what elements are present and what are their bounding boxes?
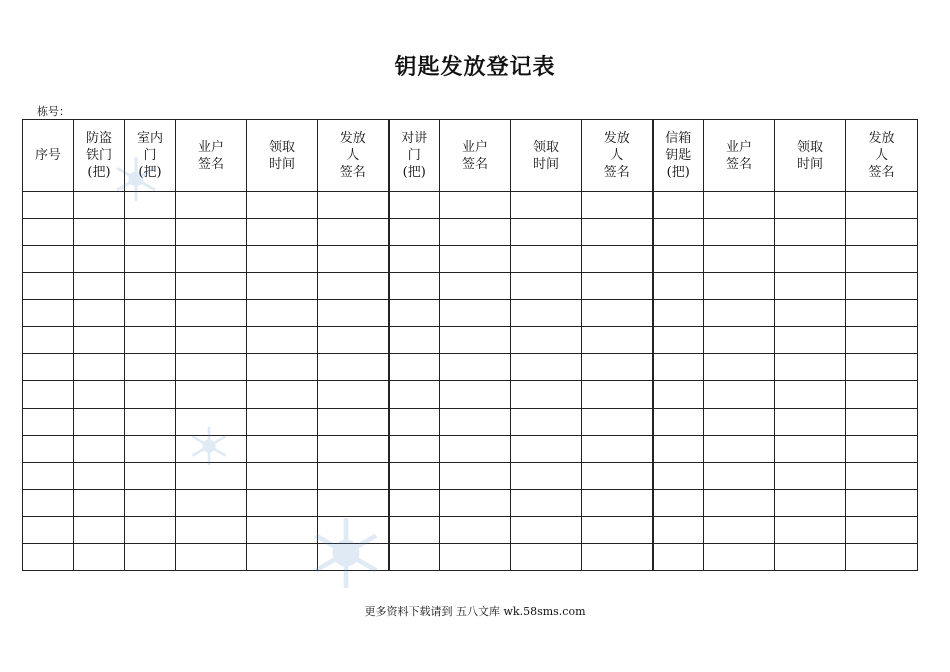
entry-cell[interactable] (846, 516, 918, 543)
column-header-line: 签名 (868, 165, 895, 180)
entry-cell[interactable] (582, 246, 653, 273)
entry-cell[interactable] (440, 327, 511, 354)
entry-cell[interactable] (582, 462, 653, 489)
entry-cell[interactable] (775, 219, 846, 246)
entry-cell[interactable] (318, 543, 389, 570)
entry-cell[interactable] (775, 192, 846, 219)
entry-cell[interactable] (440, 273, 511, 300)
entry-cell[interactable] (511, 381, 582, 408)
entry-cell[interactable] (247, 435, 318, 462)
entry-cell[interactable] (389, 354, 440, 381)
entry-cell[interactable] (511, 435, 582, 462)
column-header-line: 签名 (197, 156, 224, 172)
entry-cell[interactable] (846, 381, 918, 408)
entry-cell[interactable] (511, 543, 582, 570)
entry-cell[interactable] (653, 516, 704, 543)
entry-cell[interactable] (125, 300, 176, 327)
entry-cell[interactable] (389, 543, 440, 570)
entry-cell[interactable] (176, 354, 247, 381)
table-row (23, 327, 918, 354)
entry-cell[interactable] (23, 408, 74, 435)
column-header-line: 发放 (339, 131, 366, 146)
entry-cell[interactable] (389, 489, 440, 516)
entry-cell[interactable] (775, 408, 846, 435)
entry-cell[interactable] (440, 543, 511, 570)
entry-cell[interactable] (23, 192, 74, 219)
table-row (23, 408, 918, 435)
column-header-line: 签名 (725, 156, 752, 172)
column-header-line: 铁门 (85, 148, 112, 163)
entry-cell[interactable] (511, 273, 582, 300)
entry-cell[interactable] (653, 489, 704, 516)
entry-cell[interactable] (704, 381, 775, 408)
entry-cell[interactable] (846, 246, 918, 273)
entry-cell[interactable] (582, 327, 653, 354)
entry-cell[interactable] (247, 246, 318, 273)
entry-cell[interactable] (440, 192, 511, 219)
column-header-line: (把) (138, 165, 162, 180)
entry-cell[interactable] (440, 489, 511, 516)
entry-cell[interactable] (653, 192, 704, 219)
column-header-line: 序号 (34, 148, 61, 163)
entry-cell[interactable] (176, 489, 247, 516)
entry-cell[interactable] (653, 273, 704, 300)
entry-cell[interactable] (389, 300, 440, 327)
entry-cell[interactable] (846, 192, 918, 219)
column-header (440, 120, 511, 192)
column-header (704, 120, 775, 192)
entry-cell[interactable] (653, 327, 704, 354)
column-header-line: 人 (346, 148, 360, 163)
entry-cell[interactable] (440, 408, 511, 435)
entry-cell[interactable] (653, 246, 704, 273)
entry-cell[interactable] (389, 273, 440, 300)
entry-cell[interactable] (176, 219, 247, 246)
column-header (775, 120, 846, 192)
entry-cell[interactable] (653, 219, 704, 246)
entry-cell[interactable] (704, 462, 775, 489)
column-header-line: 业户 (461, 139, 488, 155)
entry-cell[interactable] (74, 327, 125, 354)
entry-cell[interactable] (440, 516, 511, 543)
column-header-line: 领取 (532, 139, 559, 155)
entry-cell[interactable] (775, 354, 846, 381)
entry-cell[interactable] (74, 462, 125, 489)
column-header-line: 签名 (461, 156, 488, 172)
entry-cell[interactable] (704, 489, 775, 516)
column-header-line: 信箱 (665, 131, 692, 146)
entry-cell[interactable] (247, 516, 318, 543)
entry-cell[interactable] (125, 435, 176, 462)
building-number-label: 栋号： (37, 105, 70, 118)
entry-cell[interactable] (23, 219, 74, 246)
entry-cell[interactable] (846, 543, 918, 570)
entry-cell[interactable] (74, 435, 125, 462)
entry-cell[interactable] (176, 273, 247, 300)
entry-cell[interactable] (775, 327, 846, 354)
entry-cell[interactable] (775, 381, 846, 408)
entry-cell[interactable] (440, 246, 511, 273)
table-row (23, 354, 918, 381)
entry-cell[interactable] (23, 381, 74, 408)
table-row (23, 543, 918, 570)
entry-cell[interactable] (176, 327, 247, 354)
entry-cell[interactable] (846, 300, 918, 327)
entry-cell[interactable] (775, 273, 846, 300)
entry-cell[interactable] (125, 408, 176, 435)
entry-cell[interactable] (23, 516, 74, 543)
entry-cell[interactable] (389, 462, 440, 489)
entry-cell[interactable] (176, 381, 247, 408)
entry-cell[interactable] (704, 246, 775, 273)
entry-cell[interactable] (318, 246, 389, 273)
table-row (23, 300, 918, 327)
column-header (582, 120, 653, 192)
entry-cell[interactable] (318, 192, 389, 219)
entry-cell[interactable] (74, 300, 125, 327)
entry-cell[interactable] (125, 354, 176, 381)
entry-cell[interactable] (389, 516, 440, 543)
entry-cell[interactable] (704, 300, 775, 327)
entry-cell[interactable] (176, 462, 247, 489)
entry-cell[interactable] (23, 489, 74, 516)
entry-cell[interactable] (653, 408, 704, 435)
entry-cell[interactable] (74, 543, 125, 570)
entry-cell[interactable] (125, 273, 176, 300)
entry-cell[interactable] (318, 381, 389, 408)
entry-cell[interactable] (74, 408, 125, 435)
entry-cell[interactable] (704, 435, 775, 462)
entry-cell[interactable] (318, 354, 389, 381)
column-header (389, 120, 440, 192)
entry-cell[interactable] (582, 273, 653, 300)
entry-cell[interactable] (74, 273, 125, 300)
entry-cell[interactable] (704, 543, 775, 570)
entry-cell[interactable] (775, 462, 846, 489)
entry-cell[interactable] (23, 273, 74, 300)
table-row (23, 462, 918, 489)
column-header-line: 签名 (339, 165, 366, 180)
entry-cell[interactable] (247, 381, 318, 408)
table-row (23, 489, 918, 516)
column-header-line: 签名 (603, 165, 630, 180)
table-row (23, 246, 918, 273)
entry-cell[interactable] (846, 354, 918, 381)
entry-cell[interactable] (74, 246, 125, 273)
entry-cell[interactable] (247, 273, 318, 300)
column-header-line: 时间 (532, 156, 559, 172)
entry-cell[interactable] (511, 462, 582, 489)
entry-cell[interactable] (125, 381, 176, 408)
entry-cell[interactable] (125, 219, 176, 246)
entry-cell[interactable] (440, 435, 511, 462)
entry-cell[interactable] (704, 327, 775, 354)
entry-cell[interactable] (318, 408, 389, 435)
entry-cell[interactable] (125, 462, 176, 489)
column-header-line: 领取 (268, 139, 295, 155)
entry-cell[interactable] (318, 462, 389, 489)
entry-cell[interactable] (389, 192, 440, 219)
entry-cell[interactable] (23, 300, 74, 327)
column-header (846, 120, 918, 192)
column-header-line: 对讲 (401, 131, 428, 146)
column-header-line: (把) (666, 165, 690, 180)
entry-cell[interactable] (125, 246, 176, 273)
column-header-line: 业户 (197, 139, 224, 155)
column-header-line: (把) (87, 165, 111, 180)
entry-cell[interactable] (23, 327, 74, 354)
entry-cell[interactable] (775, 543, 846, 570)
entry-cell[interactable] (582, 192, 653, 219)
column-header-line: 人 (610, 148, 624, 163)
column-header-line: 人 (874, 148, 888, 163)
entry-cell[interactable] (653, 543, 704, 570)
entry-cell[interactable] (704, 273, 775, 300)
entry-cell[interactable] (653, 381, 704, 408)
entry-cell[interactable] (511, 300, 582, 327)
column-header (318, 120, 389, 192)
entry-cell[interactable] (582, 516, 653, 543)
column-header-line: 发放 (868, 131, 895, 146)
entry-cell[interactable] (74, 219, 125, 246)
table-row (23, 273, 918, 300)
entry-cell[interactable] (23, 462, 74, 489)
entry-cell[interactable] (846, 489, 918, 516)
entry-cell[interactable] (389, 408, 440, 435)
entry-cell[interactable] (511, 408, 582, 435)
entry-cell[interactable] (74, 489, 125, 516)
entry-cell[interactable] (247, 462, 318, 489)
entry-cell[interactable] (125, 192, 176, 219)
entry-cell[interactable] (582, 435, 653, 462)
entry-cell[interactable] (23, 435, 74, 462)
entry-cell[interactable] (775, 246, 846, 273)
entry-cell[interactable] (704, 408, 775, 435)
column-header-line: 业户 (725, 139, 752, 155)
table-row (23, 435, 918, 462)
column-header-line: 门 (143, 148, 157, 163)
entry-cell[interactable] (511, 327, 582, 354)
entry-cell[interactable] (653, 354, 704, 381)
header-row (23, 120, 918, 192)
entry-cell[interactable] (389, 246, 440, 273)
entry-cell[interactable] (582, 408, 653, 435)
entry-cell[interactable] (511, 246, 582, 273)
entry-cell[interactable] (846, 435, 918, 462)
entry-cell[interactable] (176, 408, 247, 435)
column-header-line: 室内 (136, 131, 163, 146)
entry-cell[interactable] (247, 354, 318, 381)
entry-cell[interactable] (125, 543, 176, 570)
entry-cell[interactable] (176, 435, 247, 462)
entry-cell[interactable] (511, 489, 582, 516)
table-body (23, 192, 918, 571)
entry-cell[interactable] (775, 489, 846, 516)
entry-cell[interactable] (846, 273, 918, 300)
entry-cell[interactable] (247, 327, 318, 354)
entry-cell[interactable] (318, 300, 389, 327)
column-header (125, 120, 176, 192)
entry-cell[interactable] (653, 300, 704, 327)
column-header (247, 120, 318, 192)
entry-cell[interactable] (247, 489, 318, 516)
column-header-line: 时间 (268, 156, 295, 172)
entry-cell[interactable] (511, 354, 582, 381)
entry-cell[interactable] (389, 381, 440, 408)
entry-cell[interactable] (389, 219, 440, 246)
table-row (23, 381, 918, 408)
entry-cell[interactable] (176, 246, 247, 273)
entry-cell[interactable] (74, 381, 125, 408)
form-title: 钥匙发放登记表 (394, 55, 556, 80)
entry-cell[interactable] (389, 327, 440, 354)
table-row (23, 516, 918, 543)
entry-cell[interactable] (23, 543, 74, 570)
entry-cell[interactable] (247, 300, 318, 327)
entry-cell[interactable] (74, 516, 125, 543)
entry-cell[interactable] (440, 219, 511, 246)
entry-cell[interactable] (704, 354, 775, 381)
entry-cell[interactable] (582, 381, 653, 408)
entry-cell[interactable] (775, 435, 846, 462)
entry-cell[interactable] (440, 300, 511, 327)
column-header-line: (把) (402, 165, 426, 180)
entry-cell[interactable] (318, 435, 389, 462)
column-header-line: 领取 (796, 139, 823, 155)
column-header-line: 钥匙 (665, 148, 692, 163)
entry-cell[interactable] (775, 300, 846, 327)
entry-cell[interactable] (247, 543, 318, 570)
entry-cell[interactable] (846, 219, 918, 246)
entry-cell[interactable] (74, 192, 125, 219)
column-header-line: 发放 (603, 131, 630, 146)
entry-cell[interactable] (582, 219, 653, 246)
entry-cell[interactable] (389, 435, 440, 462)
entry-cell[interactable] (582, 300, 653, 327)
entry-cell[interactable] (440, 354, 511, 381)
key-register-table (22, 119, 918, 571)
column-header-line: 时间 (796, 156, 823, 172)
footer-note: 更多资料下载请到 五八文库 wk.58sms.com (364, 605, 586, 618)
entry-cell[interactable] (846, 327, 918, 354)
entry-cell[interactable] (704, 516, 775, 543)
entry-cell[interactable] (125, 516, 176, 543)
entry-cell[interactable] (440, 462, 511, 489)
entry-cell[interactable] (511, 516, 582, 543)
entry-cell[interactable] (653, 462, 704, 489)
column-header-line: 门 (407, 148, 421, 163)
entry-cell[interactable] (582, 543, 653, 570)
entry-cell[interactable] (74, 354, 125, 381)
column-header (74, 120, 125, 192)
entry-cell[interactable] (846, 462, 918, 489)
column-header (511, 120, 582, 192)
entry-cell[interactable] (318, 489, 389, 516)
column-header (176, 120, 247, 192)
entry-cell[interactable] (247, 192, 318, 219)
table-row (23, 192, 918, 219)
column-header-line: 防盗 (85, 131, 112, 146)
entry-cell[interactable] (318, 516, 389, 543)
entry-cell[interactable] (582, 354, 653, 381)
entry-cell[interactable] (247, 408, 318, 435)
entry-cell[interactable] (176, 543, 247, 570)
entry-cell[interactable] (23, 246, 74, 273)
table-row (23, 219, 918, 246)
entry-cell[interactable] (653, 435, 704, 462)
entry-cell[interactable] (247, 219, 318, 246)
entry-cell[interactable] (176, 516, 247, 543)
column-header (653, 120, 704, 192)
entry-cell[interactable] (704, 219, 775, 246)
entry-cell[interactable] (440, 381, 511, 408)
entry-cell[interactable] (125, 489, 176, 516)
entry-cell[interactable] (704, 192, 775, 219)
entry-cell[interactable] (511, 192, 582, 219)
entry-cell[interactable] (775, 516, 846, 543)
entry-cell[interactable] (176, 192, 247, 219)
entry-cell[interactable] (125, 327, 176, 354)
entry-cell[interactable] (318, 273, 389, 300)
column-header (23, 120, 74, 192)
entry-cell[interactable] (23, 354, 74, 381)
entry-cell[interactable] (318, 219, 389, 246)
entry-cell[interactable] (582, 489, 653, 516)
entry-cell[interactable] (846, 408, 918, 435)
entry-cell[interactable] (176, 300, 247, 327)
entry-cell[interactable] (318, 327, 389, 354)
entry-cell[interactable] (511, 219, 582, 246)
